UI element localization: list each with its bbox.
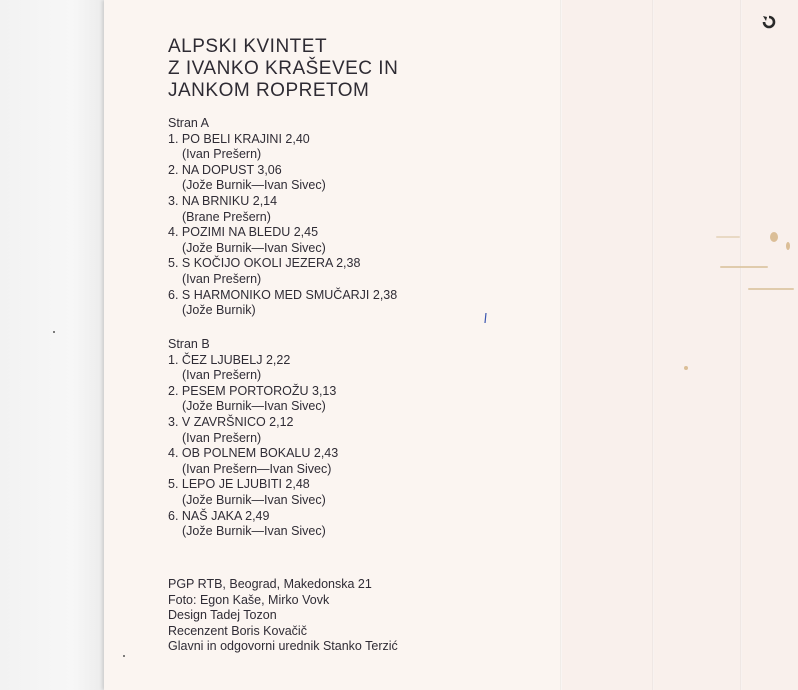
- track-title: 2. PESEM PORTOROŽU 3,13: [168, 383, 337, 398]
- track: [168, 509, 338, 540]
- track-composer: (Jože Burnik): [182, 303, 256, 318]
- fold-line: [560, 0, 562, 690]
- track-composer: (Ivan Prešern): [182, 271, 262, 286]
- stain: [720, 266, 768, 268]
- stain: [748, 288, 794, 290]
- side-a-heading: Stran A: [168, 116, 209, 130]
- track-title: 1. PO BELI KRAJINI 2,40: [168, 131, 310, 146]
- stain: [716, 236, 740, 238]
- track: [168, 225, 397, 256]
- track: [168, 163, 397, 194]
- track: [168, 132, 397, 163]
- stain-spot: [684, 366, 688, 370]
- track-composer: (Ivan Prešern): [182, 147, 262, 162]
- ink-mark: [484, 313, 488, 323]
- stain-spot: [786, 242, 790, 250]
- track-composer: (Ivan Prešern): [182, 368, 262, 383]
- title-line: Z IVANKO KRAŠEVEC IN: [168, 58, 399, 79]
- track-composer: (Jože Burnik—Ivan Sivec): [182, 492, 326, 507]
- track-composer: (Brane Prešern): [182, 209, 271, 224]
- side-b-heading: Stran B: [168, 337, 210, 351]
- credit-line: Foto: Egon Kaše, Mirko Vovk: [168, 592, 330, 607]
- speck: [53, 331, 55, 333]
- track-composer: (Jože Burnik—Ivan Sivec): [182, 178, 326, 193]
- track-title: 4. POZIMI NA BLEDU 2,45: [168, 225, 319, 240]
- spine-panel: [562, 0, 798, 690]
- side-a-tracklist: [168, 116, 397, 319]
- credit-line: PGP RTB, Beograd, Makedonska 21: [168, 577, 372, 591]
- track-title: 6. S HARMONIKO MED SMUČARJI 2,38: [168, 287, 398, 302]
- stain-spot: [770, 232, 778, 242]
- scanner-margin: [0, 0, 104, 690]
- credit-line: Recenzent Boris Kovačič: [168, 623, 307, 638]
- fold-line: [740, 0, 742, 690]
- speck: [123, 655, 125, 657]
- album-title: [168, 36, 398, 102]
- credit-line: Glavni in odgovorni urednik Stanko Terzić: [168, 639, 398, 654]
- track: [168, 415, 338, 446]
- track-title: 2. NA DOPUST 3,06: [168, 162, 282, 177]
- credit-line: Design Tadej Tozon: [168, 608, 277, 623]
- title-line: JANKOM ROPRETOM: [168, 80, 370, 101]
- track-title: 3. NA BRNIKU 2,14: [168, 193, 278, 208]
- track-composer: (Jože Burnik—Ivan Sivec): [182, 524, 326, 539]
- side-b-tracklist: [168, 337, 338, 540]
- track-title: 4. OB POLNEM BOKALU 2,43: [168, 446, 339, 461]
- track-composer: (Jože Burnik—Ivan Sivec): [182, 399, 326, 414]
- track-title: 6. NAŠ JAKA 2,49: [168, 508, 270, 523]
- title-line: ALPSKI KVINTET: [168, 36, 328, 57]
- credits-block: [168, 577, 398, 655]
- track-composer: (Ivan Prešern): [182, 430, 262, 445]
- track: [168, 288, 397, 319]
- pgp-logo-icon: [760, 13, 778, 31]
- track-composer: (Jože Burnik—Ivan Sivec): [182, 240, 326, 255]
- track: [168, 256, 397, 287]
- track-title: 5. LEPO JE LJUBITI 2,48: [168, 477, 310, 492]
- track: [168, 477, 338, 508]
- track: [168, 353, 338, 384]
- track-title: 5. S KOČIJO OKOLI JEZERA 2,38: [168, 256, 361, 271]
- track-composer: (Ivan Prešern—Ivan Sivec): [182, 461, 332, 476]
- fold-line: [652, 0, 654, 690]
- track: [168, 446, 338, 477]
- track-title: 3. V ZAVRŠNICO 2,12: [168, 414, 294, 429]
- track-title: 1. ČEZ LJUBELJ 2,22: [168, 352, 291, 367]
- track: [168, 194, 397, 225]
- track: [168, 384, 338, 415]
